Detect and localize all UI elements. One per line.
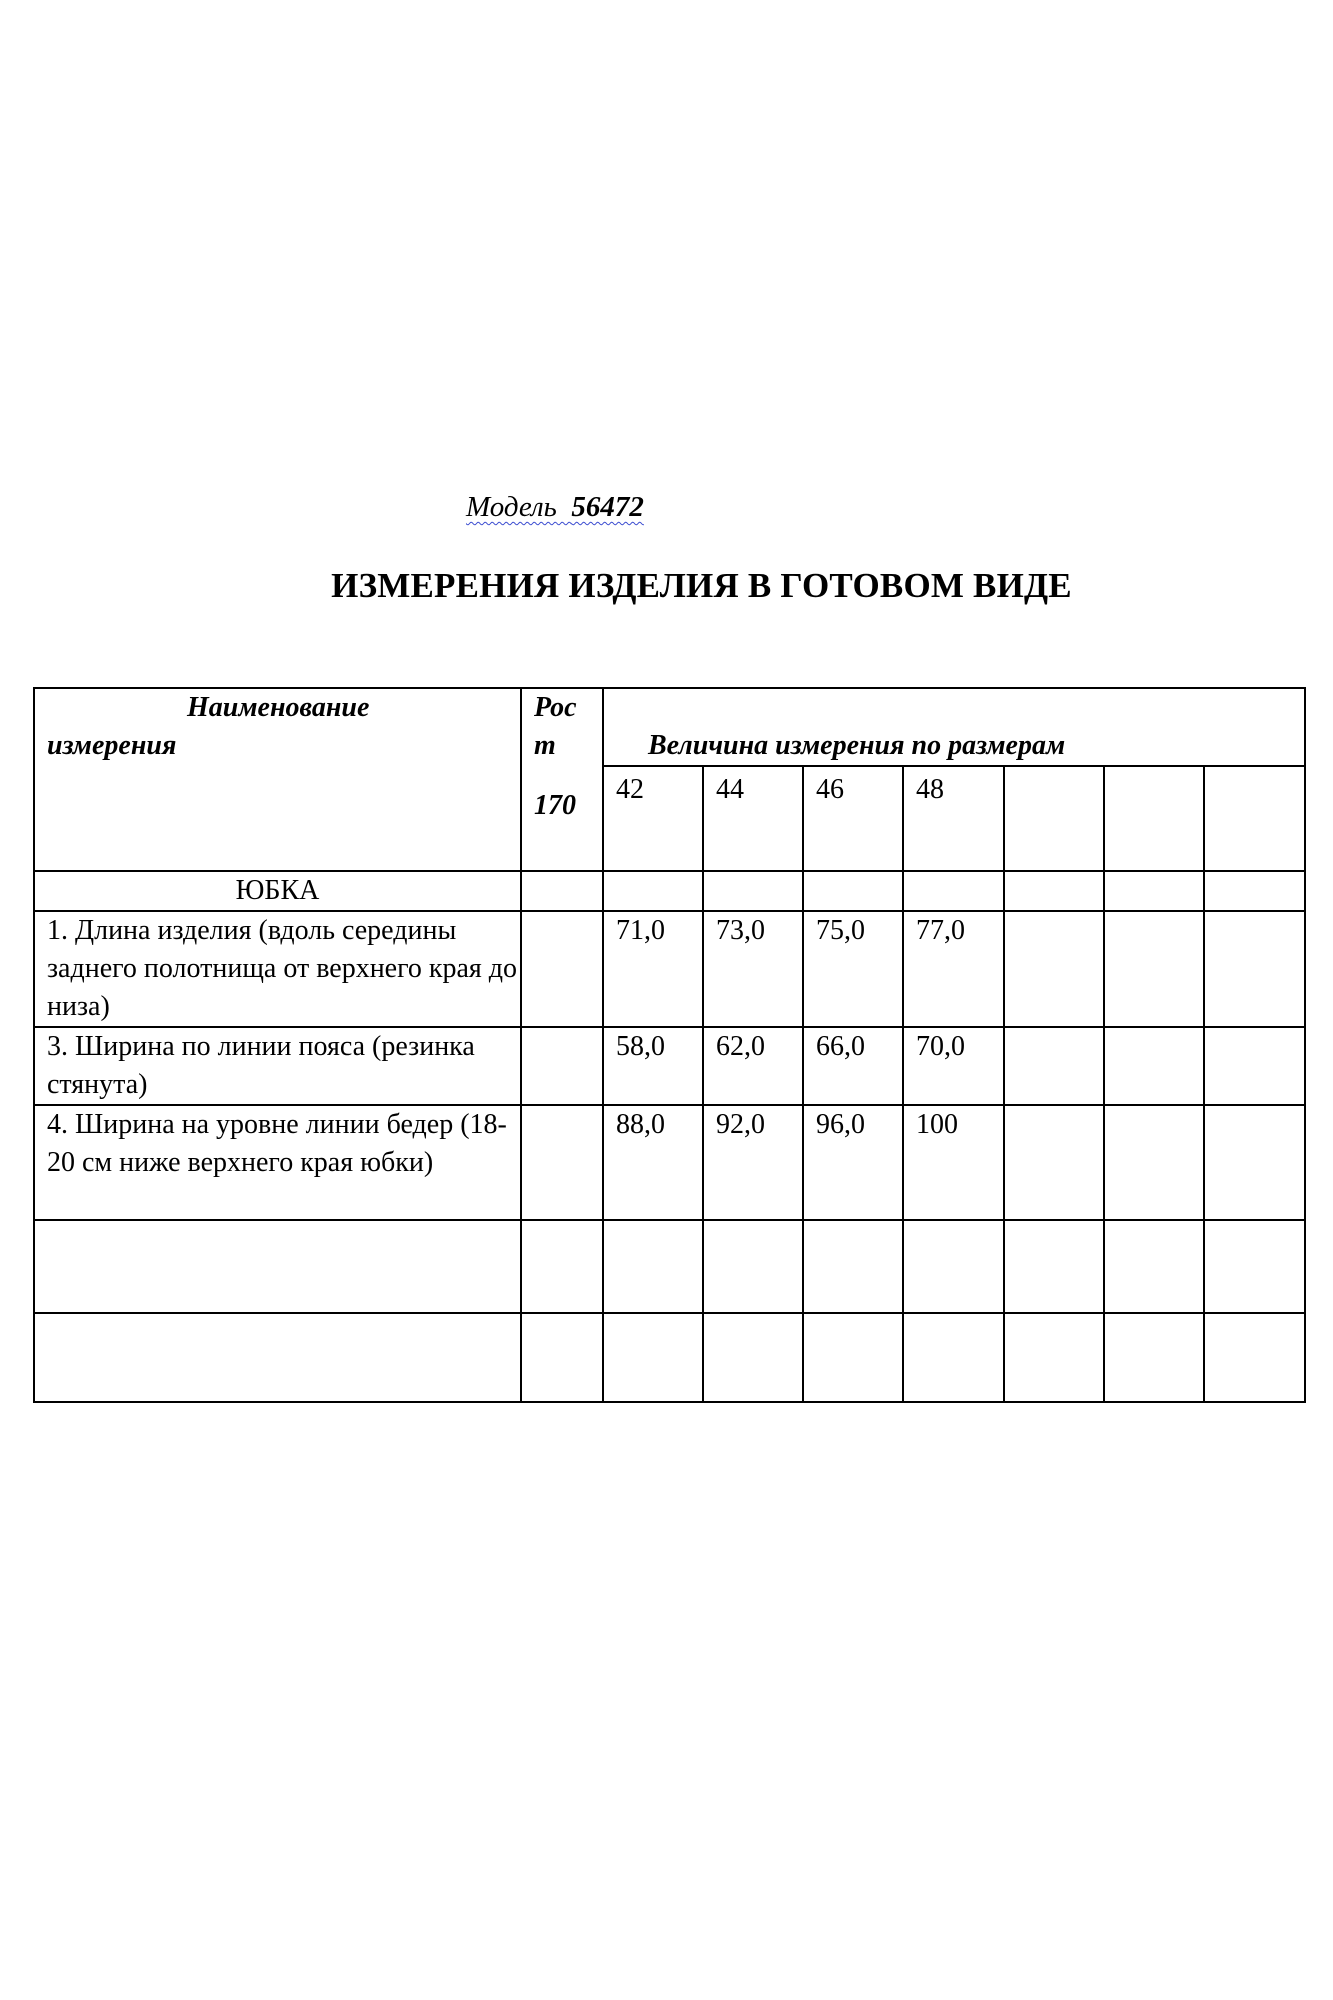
table-cell bbox=[1104, 871, 1204, 911]
measurement-name: 4. Ширина на уровне линии бедер (18-20 см ниже верхнего края юбки) bbox=[34, 1105, 521, 1220]
measurement-name bbox=[34, 1313, 521, 1402]
value-cell bbox=[1004, 1220, 1104, 1313]
value-cell bbox=[903, 1313, 1004, 1402]
value-cell bbox=[1104, 911, 1204, 1027]
size-cell bbox=[1004, 766, 1104, 871]
value-cell: 62,0 bbox=[703, 1027, 803, 1105]
value-cell bbox=[1204, 1220, 1305, 1313]
value-cell bbox=[1104, 1027, 1204, 1105]
value-cell bbox=[1204, 1027, 1305, 1105]
value-cell bbox=[1004, 1027, 1104, 1105]
header-sizes-label: Величина измерения по размерам bbox=[603, 688, 1305, 766]
table-cell bbox=[1004, 871, 1104, 911]
table-row bbox=[34, 1313, 1305, 1402]
table-row bbox=[34, 1105, 1305, 1220]
value-cell bbox=[603, 1313, 703, 1402]
size-cell bbox=[1104, 766, 1204, 871]
table-cell bbox=[703, 871, 803, 911]
value-cell bbox=[1004, 911, 1104, 1027]
value-cell bbox=[1104, 1313, 1204, 1402]
measurement-name: 3. Ширина по линии пояса (резинка стянута) bbox=[34, 1027, 521, 1105]
value-cell bbox=[703, 1313, 803, 1402]
table-cell bbox=[803, 871, 903, 911]
header-height-cell bbox=[521, 688, 603, 871]
header-name-line2: измерения bbox=[47, 730, 177, 761]
size-cell bbox=[1204, 766, 1305, 871]
height-cell bbox=[521, 1105, 603, 1220]
measurement-name: 1. Длина изделия (вдоль середины заднего полотнища от верхнего края до низа) bbox=[34, 911, 521, 1027]
header-height-label-2: т bbox=[534, 730, 556, 761]
header-name-line1: Наименование bbox=[187, 692, 370, 723]
value-cell bbox=[1004, 1313, 1104, 1402]
value-cell: 100 bbox=[903, 1105, 1004, 1220]
value-cell: 77,0 bbox=[903, 911, 1004, 1027]
height-cell bbox=[521, 911, 603, 1027]
height-cell bbox=[521, 1220, 603, 1313]
header-row bbox=[34, 688, 1305, 766]
value-cell bbox=[903, 1220, 1004, 1313]
value-cell: 88,0 bbox=[603, 1105, 703, 1220]
measurements-table bbox=[33, 687, 1306, 1403]
table-cell bbox=[521, 871, 603, 911]
value-cell: 96,0 bbox=[803, 1105, 903, 1220]
size-cell: 44 bbox=[703, 766, 803, 871]
table-row bbox=[34, 1027, 1305, 1105]
value-cell bbox=[703, 1220, 803, 1313]
value-cell: 66,0 bbox=[803, 1027, 903, 1105]
value-cell: 75,0 bbox=[803, 911, 903, 1027]
value-cell bbox=[1204, 1313, 1305, 1402]
model-line bbox=[466, 491, 644, 524]
table-cell bbox=[1204, 871, 1305, 911]
table-row bbox=[34, 911, 1305, 1027]
height-cell bbox=[521, 1313, 603, 1402]
header-height-label-1: Рос bbox=[534, 692, 577, 723]
value-cell bbox=[1104, 1105, 1204, 1220]
section-row bbox=[34, 871, 1305, 911]
value-cell bbox=[1104, 1220, 1204, 1313]
value-cell bbox=[803, 1220, 903, 1313]
model-label: Модель bbox=[466, 491, 557, 523]
value-cell: 92,0 bbox=[703, 1105, 803, 1220]
document-title: ИЗМЕРЕНИЯ ИЗДЕЛИЯ В ГОТОВОМ ВИДЕ bbox=[331, 566, 1072, 605]
value-cell bbox=[1004, 1105, 1104, 1220]
header-name-cell bbox=[34, 688, 521, 871]
value-cell: 71,0 bbox=[603, 911, 703, 1027]
header-height-value: 170 bbox=[534, 790, 576, 821]
table-cell bbox=[603, 871, 703, 911]
value-cell bbox=[1204, 1105, 1305, 1220]
value-cell: 70,0 bbox=[903, 1027, 1004, 1105]
value-cell bbox=[1204, 911, 1305, 1027]
model-number: 56472 bbox=[571, 491, 644, 523]
size-cell: 46 bbox=[803, 766, 903, 871]
measurement-name bbox=[34, 1220, 521, 1313]
value-cell: 73,0 bbox=[703, 911, 803, 1027]
table-cell bbox=[903, 871, 1004, 911]
height-cell bbox=[521, 1027, 603, 1105]
section-label: ЮБКА bbox=[34, 871, 521, 911]
size-cell: 42 bbox=[603, 766, 703, 871]
value-cell bbox=[603, 1220, 703, 1313]
table-row bbox=[34, 1220, 1305, 1313]
value-cell: 58,0 bbox=[603, 1027, 703, 1105]
size-cell: 48 bbox=[903, 766, 1004, 871]
value-cell bbox=[803, 1313, 903, 1402]
